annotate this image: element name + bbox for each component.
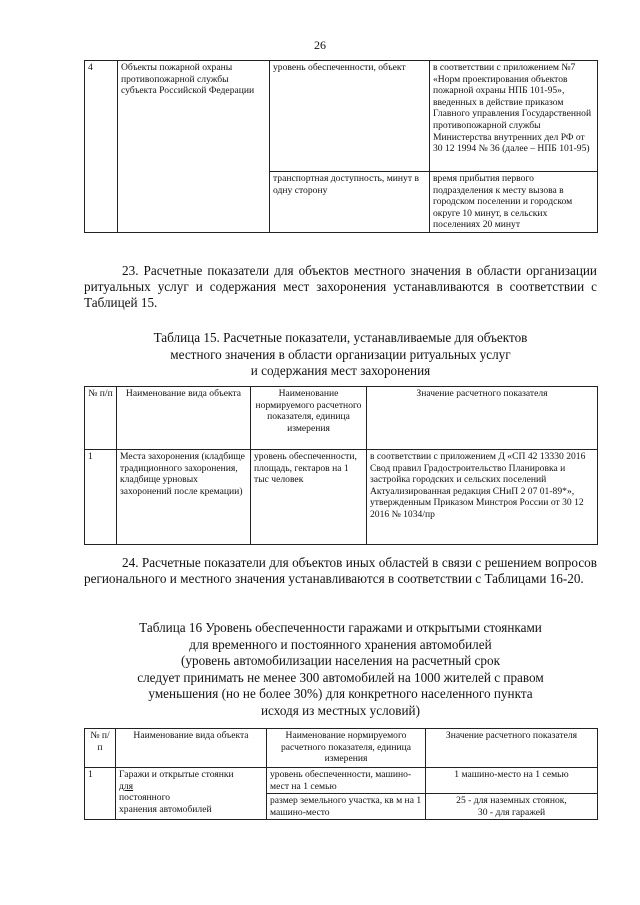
- table-row: [85, 768, 598, 794]
- indicator-value: 1 машино-место на 1 семью: [426, 768, 598, 794]
- indicator-value: время прибытия первого подразделения к месту вызова в городском поселении и городском округе 10 минут, в сельских поселениях 20 минут: [430, 172, 598, 233]
- row-number: 1: [85, 768, 116, 820]
- fire-protection-table: [84, 60, 598, 233]
- table-row: [85, 450, 598, 545]
- col-header-value: Значение расчетного показателя: [426, 729, 598, 768]
- col-header-num: № п/п: [85, 729, 116, 768]
- indicator-name: уровень обеспеченности, объект: [270, 61, 430, 172]
- col-header-name: Наименование вида объекта: [117, 387, 251, 450]
- col-header-indicator: Наименование нормируемого расчетного показателя, единица измерения: [251, 387, 367, 450]
- indicator-name: уровень обеспеченности, машино-мест на 1 семью: [267, 768, 426, 794]
- col-header-value: Значение расчетного показателя: [367, 387, 598, 450]
- table-16: [84, 728, 598, 820]
- row-number: 4: [85, 61, 118, 233]
- object-name: Места захоронения (кладбище традиционного захоронения, кладбище урновых захоронений после кремации): [117, 450, 251, 545]
- paragraph-24: 24. Расчетные показатели для объектов иных областей в связи с решением вопросов регионального и местного значения устанавливаются в соответствии с Таблицами 16-20.: [84, 555, 597, 587]
- table-15: [84, 386, 598, 545]
- row-number: 1: [85, 450, 117, 545]
- indicator-name: транспортная доступность, минут в одну сторону: [270, 172, 430, 233]
- indicator-name: уровень обеспеченности, площадь, гектаров на 1 тыс человек: [251, 450, 367, 545]
- table-16-caption: Таблица 16 Уровень обеспеченности гаражами и открытыми стоянками для временного и постоянного хранения автомобилей (уровень автомобилизации населения на расчетный срок следует принимать не менее 300 автомобилей на 1000 жителей с правом уменьшения (но не более 30%) для конкретного населенного пункта исходя из местных условий): [137, 620, 544, 718]
- indicator-value: 25 - для наземных стоянок, 30 - для гаражей: [426, 794, 598, 820]
- col-header-indicator: Наименование нормируемого расчетного показателя, единица измерения: [267, 729, 426, 768]
- page-number: 26: [314, 38, 326, 52]
- col-header-num: № п/п: [85, 387, 117, 450]
- indicator-value: в соответствии с приложением №7 «Норм проектирования объектов пожарной охраны НПБ 101-95», введенных в действие приказом Главного управления Государственной противопожарной службы Министерства внутренних дел РФ от 30 12 1994 № 36 (далее – НПБ 101-95): [430, 61, 598, 172]
- table-15-caption: Таблица 15. Расчетные показатели, устанавливаемые для объектов местного значения в области организации ритуальных услуг и содержания мест захоронения: [153, 330, 528, 379]
- object-name: Объекты пожарной охраны противопожарной службы субъекта Российской Федерации: [118, 61, 270, 233]
- object-name: Гаражи и открытые стоянки для постоянного хранения автомобилей: [116, 768, 267, 820]
- col-header-name: Наименование вида объекта: [116, 729, 267, 768]
- indicator-name: размер земельного участка, кв м на 1 машино-место: [267, 794, 426, 820]
- table-header-row: [85, 387, 598, 450]
- paragraph-23: 23. Расчетные показатели для объектов местного значения в области организации ритуальных услуг и содержания мест захоронения устанавливаются в соответствии с Таблицей 15.: [84, 263, 597, 311]
- table-row: [85, 61, 598, 172]
- indicator-value: в соответствии с приложением Д «СП 42 13330 2016 Свод правил Градостроительство Планировка и застройка городских и сельских поселений Актуализированная редакция СНиП 2 07 01-89*», утвержденным Приказом Минстроя России от 30 12 2016 № 1034/пр: [367, 450, 598, 545]
- table-header-row: [85, 729, 598, 768]
